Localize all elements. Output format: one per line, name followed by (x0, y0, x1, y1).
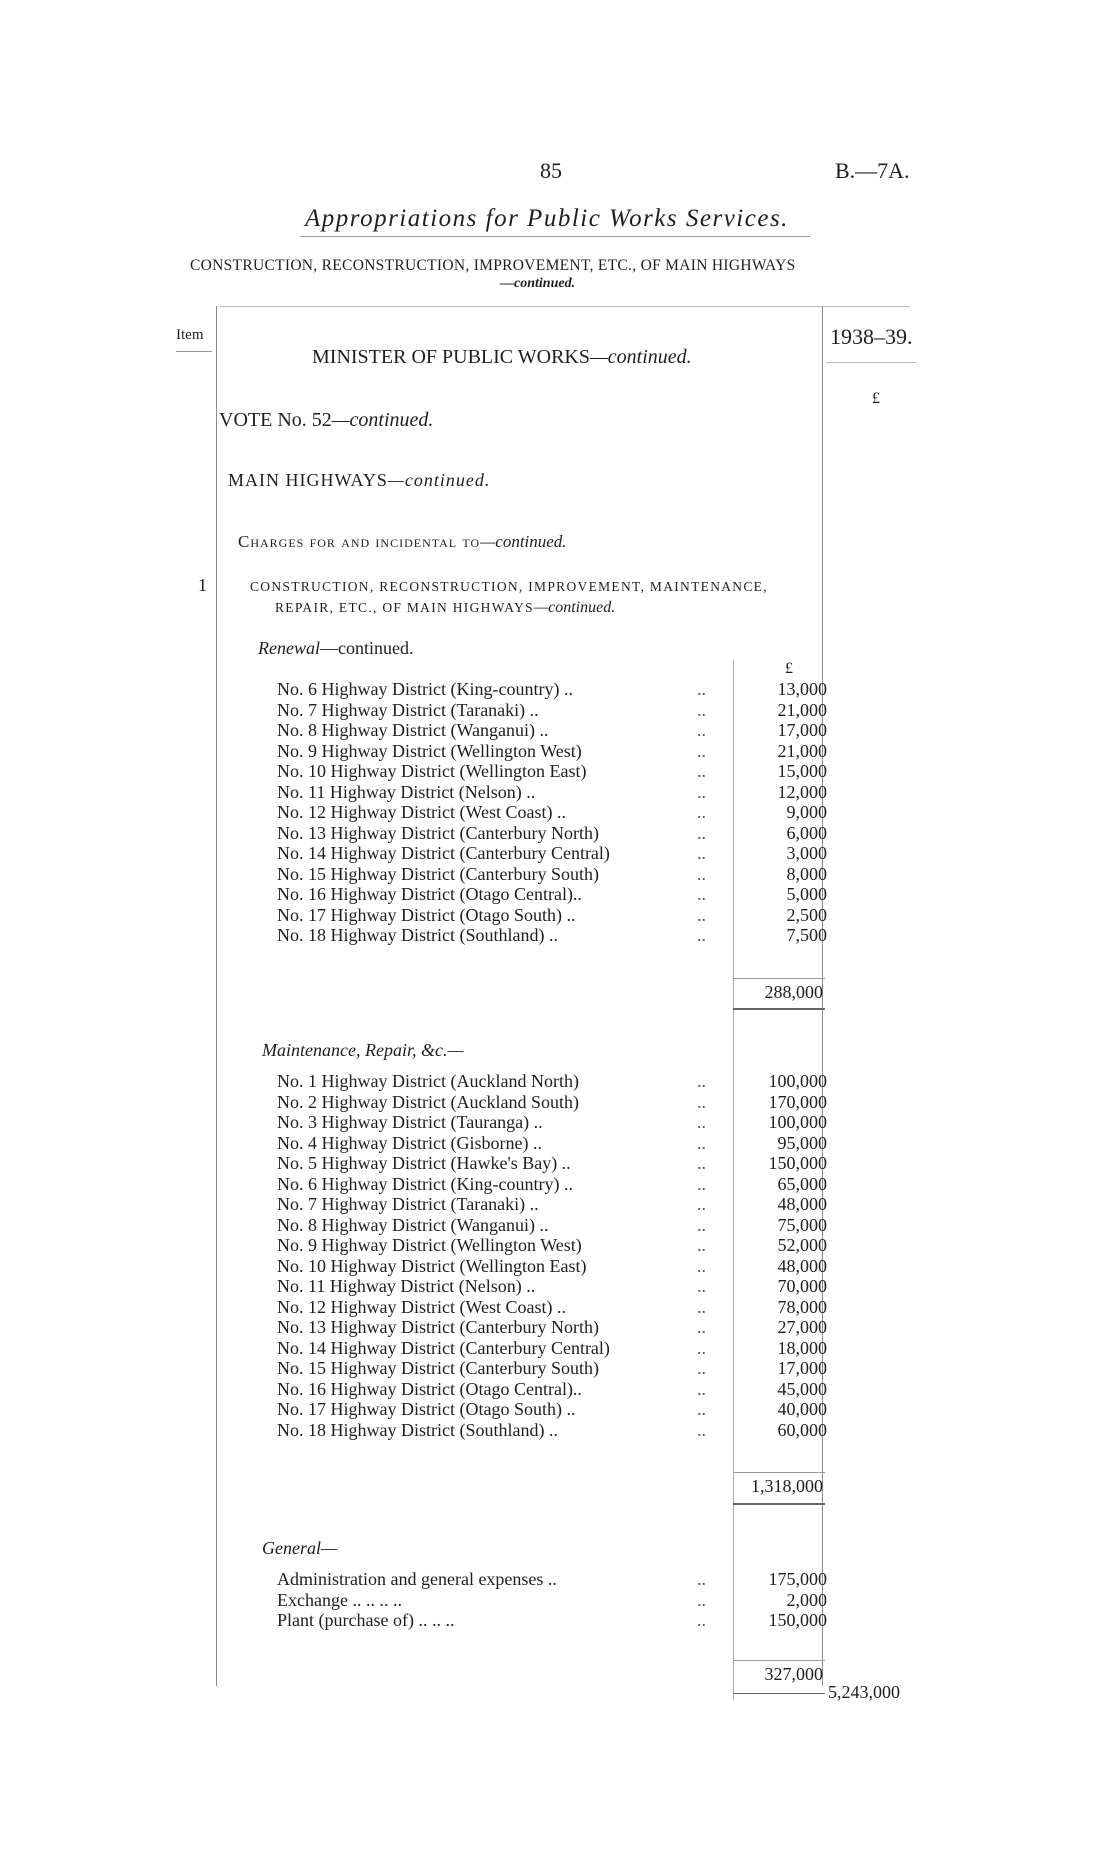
row-amount: 17,000 (777, 720, 827, 740)
row-label: No. 3 Highway District (Tauranga) .. (277, 1112, 543, 1132)
row-amount: 95,000 (777, 1132, 827, 1153)
main-highways-heading (228, 470, 490, 491)
row-amount: 13,000 (777, 679, 827, 699)
maintenance-row (277, 1399, 827, 1420)
row-label: No. 18 Highway District (Southland) .. (277, 925, 558, 945)
year-column-label: 1938–39. (830, 324, 913, 349)
maintenance-row (277, 1112, 827, 1133)
item-description-line-2 (275, 599, 615, 617)
row-label: No. 9 Highway District (Wellington West) (277, 1235, 582, 1255)
minister-heading-text: MINISTER OF PUBLIC WORKS (312, 346, 590, 368)
row-label: No. 7 Highway District (Taranaki) .. (277, 699, 539, 720)
row-amount: 27,000 (777, 1317, 827, 1337)
row-leader-dots: .. (697, 1276, 706, 1296)
row-leader-dots: .. (697, 740, 706, 761)
maintenance-row (277, 1420, 827, 1441)
row-amount: 9,000 (786, 802, 827, 822)
row-amount: 40,000 (777, 1399, 827, 1419)
row-leader-dots: .. (697, 1610, 706, 1630)
section-subtitle: CONSTRUCTION, RECONSTRUCTION, IMPROVEMENT, ETC., OF MAIN HIGHWAYS (190, 257, 796, 274)
maintenance-row (277, 1297, 827, 1318)
row-leader-dots: .. (697, 781, 706, 802)
row-amount: 3,000 (786, 843, 827, 863)
section-subtitle-continued: —continued. (500, 276, 576, 291)
general-row (277, 1569, 827, 1590)
row-leader-dots: .. (697, 1091, 706, 1112)
row-label: No. 16 Highway District (Otago Central).. (277, 1378, 582, 1399)
row-amount: 21,000 (777, 740, 827, 761)
row-amount: 150,000 (768, 1610, 827, 1630)
renewal-row (277, 884, 827, 905)
main-highways-continued: —continued. (387, 470, 491, 490)
row-label: No. 4 Highway District (Gisborne) .. (277, 1132, 542, 1153)
maintenance-row (277, 1256, 827, 1277)
row-amount: 21,000 (777, 699, 827, 720)
renewal-row (277, 823, 827, 844)
minister-heading-continued: —continued. (590, 346, 692, 368)
row-amount: 6,000 (786, 822, 827, 843)
general-row (277, 1610, 827, 1631)
row-leader-dots: .. (697, 884, 706, 904)
renewal-row (277, 679, 827, 700)
maintenance-row (277, 1235, 827, 1256)
row-leader-dots: .. (697, 904, 706, 925)
row-amount: 7,500 (786, 925, 827, 945)
renewal-row (277, 720, 827, 741)
maintenance-row (277, 1071, 827, 1092)
row-leader-dots: .. (697, 1378, 706, 1399)
maintenance-subtotal-rule (733, 1472, 825, 1473)
maintenance-row (277, 1133, 827, 1154)
maintenance-row (277, 1174, 827, 1195)
charges-heading-text: Charges for and incidental to (238, 532, 481, 551)
row-amount: 150,000 (768, 1153, 827, 1173)
row-leader-dots: .. (697, 843, 706, 863)
row-leader-dots: .. (697, 761, 706, 781)
renewal-heading-label: Renewal (258, 638, 320, 658)
row-leader-dots: .. (697, 1399, 706, 1419)
row-amount: 78,000 (777, 1296, 827, 1317)
row-label: No. 13 Highway District (Canterbury North) (277, 1317, 599, 1337)
row-leader-dots: .. (697, 1358, 706, 1378)
renewal-subtotal-underline (733, 1008, 825, 1010)
maintenance-subtotal-underline (733, 1503, 825, 1505)
row-amount: 60,000 (777, 1419, 827, 1440)
row-label: Administration and general expenses .. (277, 1569, 557, 1589)
year-currency-symbol: £ (872, 390, 880, 407)
maintenance-row (277, 1153, 827, 1174)
row-amount: 45,000 (777, 1378, 827, 1399)
row-leader-dots: .. (697, 1419, 706, 1440)
maintenance-subtotal: 1,318,000 (751, 1476, 823, 1496)
row-label: No. 17 Highway District (Otago South) .. (277, 904, 576, 925)
row-amount: 8,000 (786, 863, 827, 884)
row-leader-dots: .. (697, 925, 706, 945)
general-heading: General— (262, 1538, 337, 1558)
row-leader-dots: .. (697, 1337, 706, 1358)
charges-heading-continued: —continued. (480, 532, 567, 551)
vote-heading-continued: —continued. (331, 409, 434, 431)
row-leader-dots: .. (697, 1214, 706, 1235)
maintenance-row (277, 1358, 827, 1379)
vote-heading-text: VOTE No. 52 (219, 409, 332, 431)
row-amount: 75,000 (777, 1214, 827, 1235)
row-amount: 18,000 (777, 1337, 827, 1358)
row-label: No. 6 Highway District (King-country) .. (277, 1173, 573, 1194)
row-label: No. 17 Highway District (Otago South) .. (277, 1399, 576, 1419)
row-label: No. 10 Highway District (Wellington East) (277, 761, 587, 781)
row-label: No. 5 Highway District (Hawke's Bay) .. (277, 1153, 571, 1173)
row-amount: 100,000 (768, 1112, 827, 1132)
renewal-subtotal-rule (733, 978, 825, 979)
row-leader-dots: .. (697, 802, 706, 822)
row-leader-dots: .. (697, 699, 706, 720)
row-leader-dots: .. (697, 1255, 706, 1276)
general-subtotal: 327,000 (764, 1664, 823, 1684)
row-amount: 175,000 (768, 1569, 827, 1589)
item-column-label: Item (176, 327, 204, 343)
row-label: No. 6 Highway District (King-country) .. (277, 679, 573, 699)
renewal-row (277, 925, 827, 946)
row-label: Plant (purchase of) .. .. .. (277, 1610, 455, 1630)
page-number: 85 (540, 158, 562, 183)
grand-total-leader-line (733, 1693, 825, 1694)
renewal-row (277, 843, 827, 864)
row-leader-dots: .. (697, 1194, 706, 1214)
row-label: No. 7 Highway District (Taranaki) .. (277, 1194, 539, 1214)
row-label: No. 15 Highway District (Canterbury South) (277, 1358, 599, 1378)
main-highways-text: MAIN HIGHWAYS (228, 470, 388, 490)
row-label: No. 15 Highway District (Canterbury South) (277, 863, 599, 884)
renewal-row (277, 761, 827, 782)
row-leader-dots: .. (697, 1589, 706, 1610)
row-amount: 5,000 (786, 884, 827, 904)
row-label: No. 18 Highway District (Southland) .. (277, 1419, 558, 1440)
row-label: No. 12 Highway District (West Coast) .. (277, 1296, 567, 1317)
row-label: No. 13 Highway District (Canterbury North) (277, 822, 599, 843)
item-description-text: REPAIR, ETC., OF MAIN HIGHWAYS (275, 600, 534, 615)
row-leader-dots: .. (697, 1071, 706, 1091)
general-row (277, 1590, 827, 1611)
year-label-underline (826, 362, 916, 363)
row-amount: 100,000 (768, 1071, 827, 1091)
item-description-continued: —continued. (533, 599, 616, 616)
row-leader-dots: .. (697, 1569, 706, 1589)
row-label: No. 2 Highway District (Auckland South) (277, 1091, 579, 1112)
row-amount: 170,000 (768, 1091, 827, 1112)
row-label: No. 8 Highway District (Wanganui) .. (277, 1214, 549, 1235)
item-description-line-1: CONSTRUCTION, RECONSTRUCTION, IMPROVEMENT, MAINTENANCE, (250, 579, 768, 594)
row-amount: 65,000 (777, 1173, 827, 1194)
vote-heading (219, 409, 433, 432)
grand-total: 5,243,000 (828, 1682, 900, 1702)
renewal-row (277, 782, 827, 803)
maintenance-heading: Maintenance, Repair, &c.— (262, 1040, 464, 1060)
row-amount: 70,000 (777, 1276, 827, 1296)
row-label: No. 8 Highway District (Wanganui) .. (277, 720, 549, 740)
row-leader-dots: .. (697, 822, 706, 843)
row-label: No. 12 Highway District (West Coast) .. (277, 802, 567, 822)
maintenance-row (277, 1338, 827, 1359)
row-leader-dots: .. (697, 1317, 706, 1337)
maintenance-row (277, 1276, 827, 1297)
page-title: Appropriations for Public Works Services. (305, 205, 789, 232)
maintenance-row (277, 1317, 827, 1338)
row-label: No. 10 Highway District (Wellington East) (277, 1255, 587, 1276)
renewal-heading (258, 638, 413, 659)
row-amount: 48,000 (777, 1255, 827, 1276)
row-leader-dots: .. (697, 1235, 706, 1255)
renewal-row (277, 741, 827, 762)
row-label: Exchange .. .. .. .. (277, 1589, 402, 1610)
row-amount: 17,000 (777, 1358, 827, 1378)
item-column-divider (216, 306, 217, 1686)
row-label: No. 11 Highway District (Nelson) .. (277, 781, 536, 802)
renewal-row (277, 905, 827, 926)
charges-heading (238, 532, 567, 552)
row-leader-dots: .. (697, 1132, 706, 1153)
maintenance-row (277, 1215, 827, 1236)
item-label-underline (176, 351, 212, 352)
row-leader-dots: .. (697, 863, 706, 884)
document-reference: B.—7A. (835, 158, 910, 183)
row-amount: 2,000 (786, 1589, 827, 1610)
row-label: No. 14 Highway District (Canterbury Central) (277, 1337, 610, 1358)
row-amount: 48,000 (777, 1194, 827, 1214)
row-leader-dots: .. (697, 1153, 706, 1173)
item-number: 1 (198, 575, 207, 595)
row-label: No. 14 Highway District (Canterbury Central) (277, 843, 610, 863)
renewal-subtotal: 288,000 (764, 982, 823, 1002)
renewal-currency-symbol: £ (785, 660, 793, 677)
row-label: No. 1 Highway District (Auckland North) (277, 1071, 579, 1091)
minister-heading (312, 346, 692, 369)
row-leader-dots: .. (697, 720, 706, 740)
renewal-row (277, 802, 827, 823)
row-label: No. 16 Highway District (Otago Central).. (277, 884, 582, 904)
row-amount: 52,000 (777, 1235, 827, 1255)
row-label: No. 9 Highway District (Wellington West) (277, 740, 582, 761)
row-leader-dots: .. (697, 1296, 706, 1317)
row-amount: 2,500 (786, 904, 827, 925)
maintenance-row (277, 1092, 827, 1113)
row-label: No. 11 Highway District (Nelson) .. (277, 1276, 536, 1296)
row-leader-dots: .. (697, 1112, 706, 1132)
renewal-row (277, 864, 827, 885)
row-amount: 12,000 (777, 781, 827, 802)
maintenance-row (277, 1194, 827, 1215)
header-rule (220, 306, 910, 307)
general-subtotal-rule (733, 1660, 825, 1661)
row-leader-dots: .. (697, 1173, 706, 1194)
renewal-heading-continued: —continued. (319, 638, 414, 658)
row-amount: 15,000 (777, 761, 827, 781)
title-underline (300, 236, 810, 237)
row-leader-dots: .. (697, 679, 706, 699)
renewal-row (277, 700, 827, 721)
maintenance-row (277, 1379, 827, 1400)
